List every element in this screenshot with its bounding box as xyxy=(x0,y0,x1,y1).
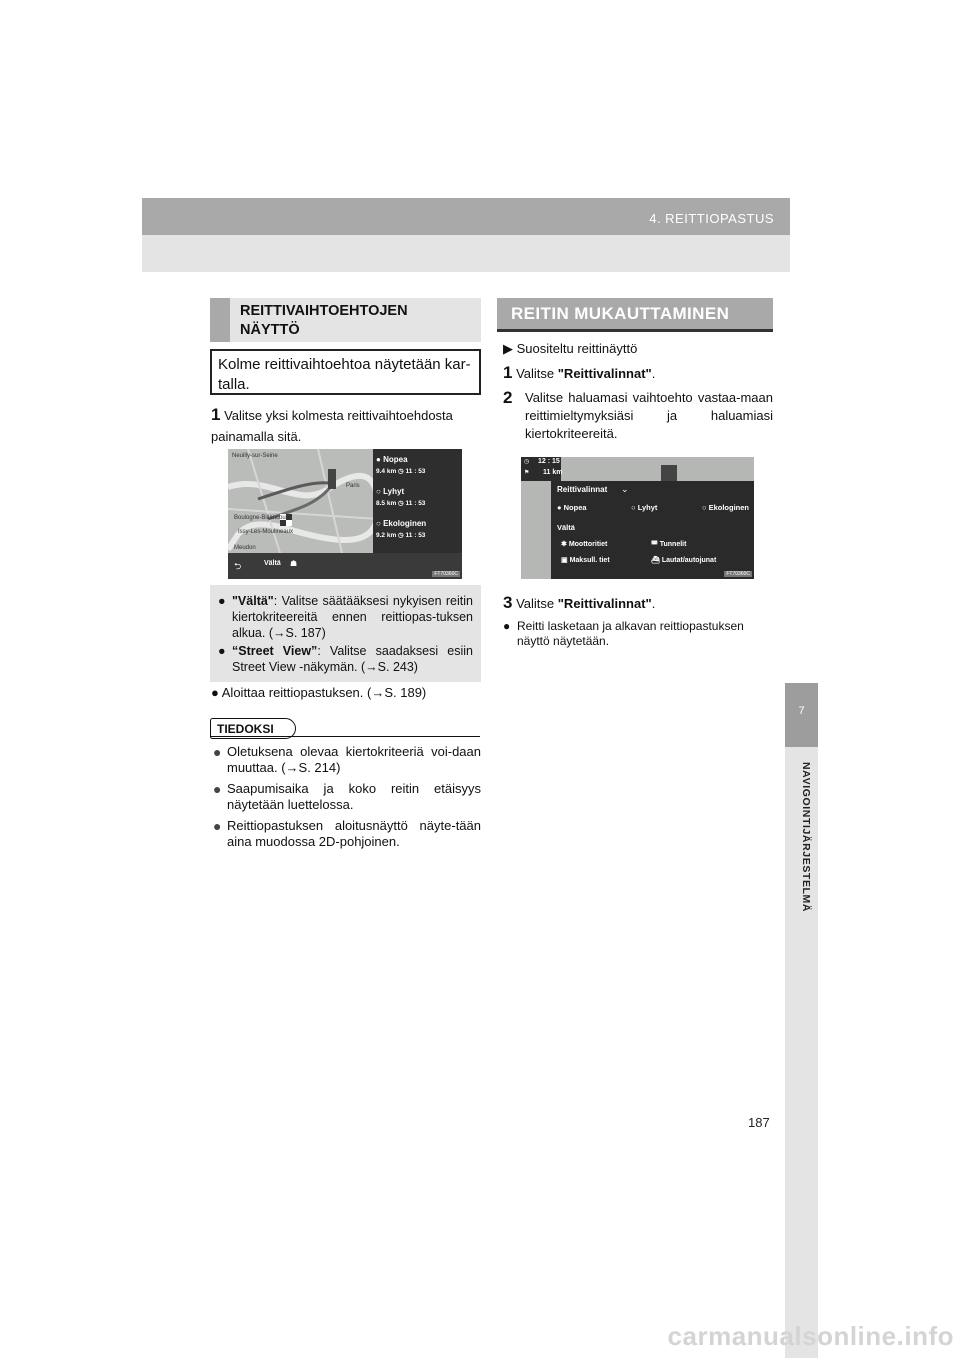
route-name: Nopea xyxy=(383,455,408,464)
step-text: . xyxy=(651,366,656,381)
avoid-option-label: Tunnelit xyxy=(659,541,687,548)
route-time: 11 : 53 xyxy=(405,532,426,539)
info-text: : Valitse saadaksesi esiin Street View -näkymän. (→S. 243) xyxy=(232,644,473,674)
route-distance: 11 km xyxy=(543,469,563,476)
map-place-label: Neuilly-sur-Seine xyxy=(232,453,278,459)
avoid-button[interactable]: Vältä xyxy=(264,560,281,567)
step-text: . xyxy=(651,596,656,611)
ferry-icon: ⛴ xyxy=(651,557,660,564)
left-step-1 xyxy=(211,404,483,447)
flag-icon: ⚑ xyxy=(524,470,530,476)
route-time: 11 : 53 xyxy=(405,468,426,475)
route-distance: 9.2 km xyxy=(376,532,397,539)
motorway-icon: ✱ xyxy=(561,541,567,548)
note-text: Saapumisaika ja koko reitin etäisyys näytetään luettelossa. xyxy=(227,781,481,812)
avoid-options xyxy=(561,540,741,564)
left-info-box xyxy=(210,585,481,682)
note-list xyxy=(213,744,481,855)
step-number: 1 xyxy=(503,363,513,382)
bullet-icon: ● xyxy=(218,594,226,608)
note-text: Oletuksena olevaa kiertokriteeriä voi-daan muuttaa. (→S. 214) xyxy=(227,744,481,775)
left-section-title: REITTIVAIHTOEHTOJEN NÄYTTÖ xyxy=(240,303,408,338)
route-name: Ekologinen xyxy=(708,503,749,512)
page-number: 187 xyxy=(748,1115,770,1130)
right-section-heading xyxy=(497,298,773,332)
triangle-icon: ▶ xyxy=(503,341,513,356)
note-item xyxy=(213,818,481,850)
step-button-ref: "Reittivalinnat" xyxy=(557,366,652,381)
route-name: Nopea xyxy=(563,503,587,512)
header-bar xyxy=(142,198,790,235)
heading-block xyxy=(210,298,230,342)
route-option-row xyxy=(557,503,749,512)
route-choices-screenshot xyxy=(521,457,754,579)
chapter-number: 7 xyxy=(798,705,805,717)
note-divider xyxy=(210,736,480,737)
tunnel-icon: ◚ xyxy=(651,541,658,548)
bullet-icon: ● xyxy=(218,644,226,658)
route-option[interactable]: ● Nopea xyxy=(557,503,587,512)
route-name: Ekologinen xyxy=(383,519,427,528)
route-distance: 8.5 km xyxy=(376,500,397,507)
step-number: 2 xyxy=(503,388,513,407)
step-text: Valitse yksi kolmesta reittivaihtoehdosta painamalla sitä. xyxy=(211,408,453,444)
right-column xyxy=(503,340,773,443)
step-text: Valitse xyxy=(516,366,558,381)
map-place-label: Boulogne-Billancourt xyxy=(234,515,290,521)
note-item xyxy=(213,744,481,776)
right-step-2 xyxy=(503,389,773,443)
info-term: “Street View” xyxy=(232,644,318,658)
right-subhead xyxy=(503,340,773,358)
route-option[interactable]: ○ Ekologinen xyxy=(701,503,749,512)
figure-code: FT70360C xyxy=(726,571,750,577)
route-time: 11 : 53 xyxy=(405,500,426,507)
bullet-icon: ● xyxy=(503,619,511,633)
collapse-icon[interactable]: ⌄ xyxy=(621,484,629,494)
avoid-option[interactable] xyxy=(561,540,651,548)
avoid-option-label: Lautat/autojunat xyxy=(661,557,717,564)
back-icon[interactable]: ⮌ xyxy=(234,561,242,571)
watermark: carmanualsonline.info xyxy=(667,1321,954,1351)
right-step-1 xyxy=(503,364,773,383)
info-text: : Valitse säätääksesi nykyisen reitin kiertokriteereitä ennen reittiopas-tuksen alkua. (→S. 187) xyxy=(232,594,473,640)
info-item xyxy=(218,593,473,641)
bullet-icon: ● xyxy=(211,685,219,700)
avoid-option-label: Maksull. tiet xyxy=(569,557,610,564)
route-name: Lyhyt xyxy=(383,487,405,496)
step-number: 3 xyxy=(503,593,513,612)
chapter-label: NAVIGOINTIJÄRJESTELMÄ xyxy=(800,762,812,913)
right-step-3 xyxy=(503,594,773,613)
route-options-screenshot xyxy=(228,449,462,579)
note-item xyxy=(213,781,481,813)
intro-box xyxy=(210,349,481,395)
info-item xyxy=(218,643,473,675)
route-distance: 9.4 km xyxy=(376,468,397,475)
note-label: TIEDOKSI xyxy=(210,718,296,739)
map-place-label: Meudon xyxy=(234,545,256,551)
bullet-icon: ● xyxy=(213,781,222,797)
avoid-title: Vältä xyxy=(557,523,575,532)
toll-icon: ▣ xyxy=(561,557,568,564)
right-step-3-bullet xyxy=(503,619,773,649)
route-option[interactable]: ● Nopea 9.4 km ◷ 11 : 53 xyxy=(376,455,426,475)
street-view-icon[interactable]: ☗ xyxy=(290,559,298,568)
arrival-time: 12 : 15 xyxy=(538,458,560,465)
figure-code: FT70360C xyxy=(434,571,458,577)
map-place-label: Paris xyxy=(346,483,360,489)
step-button-ref: "Reittivalinnat" xyxy=(557,596,652,611)
bullet-text: Reitti lasketaan ja alkavan reittiopastuksen näyttö näytetään. xyxy=(517,619,744,648)
route-option[interactable]: ○ Lyhyt 8.5 km ◷ 11 : 53 xyxy=(376,487,426,507)
clock-icon: ◷ xyxy=(524,459,530,465)
chapter-tab xyxy=(785,683,818,747)
header-section-title: 4. REITTIOPASTUS xyxy=(649,211,774,226)
left-section-heading xyxy=(210,298,481,342)
info-term: "Vältä" xyxy=(232,594,274,608)
start-guidance-bullet xyxy=(211,685,426,700)
avoid-option[interactable] xyxy=(561,556,651,564)
map-place-label: Issy-Les-Moulineaux xyxy=(238,529,294,535)
subhead-text: Suositeltu reittinäyttö xyxy=(516,341,638,356)
step-text: Valitse haluamasi vaihtoehto vastaa-maan reittimieltymyksiäsi ja haluamiasi kiertokriteereitä. xyxy=(525,390,773,441)
right-section-title: REITIN MUKAUTTAMINEN xyxy=(511,304,730,323)
route-option[interactable]: ○ Ekologinen 9.2 km ◷ 11 : 53 xyxy=(376,519,427,539)
avoid-option[interactable] xyxy=(651,540,741,548)
route-option-list xyxy=(376,455,460,551)
bullet-icon: ● xyxy=(213,818,222,834)
step-number: 1 xyxy=(211,405,221,424)
avoid-option[interactable] xyxy=(651,556,741,564)
intro-text: Kolme reittivaihtoehtoa näytetään kar-talla. xyxy=(218,356,471,393)
route-name: Lyhyt xyxy=(637,503,658,512)
bullet-icon: ● xyxy=(213,744,222,760)
step-text: Valitse xyxy=(516,596,558,611)
panel-title: Reittivalinnat xyxy=(557,485,608,494)
route-option[interactable]: ○ Lyhyt xyxy=(631,503,658,512)
note-text: Reittiopastuksen aloitusnäyttö näyte-tään aina muodossa 2D-pohjoinen. xyxy=(227,818,481,849)
bullet-text: Aloittaa reittiopastuksen. (→S. 189) xyxy=(221,685,427,700)
avoid-option-label: Moottoritiet xyxy=(568,541,608,548)
